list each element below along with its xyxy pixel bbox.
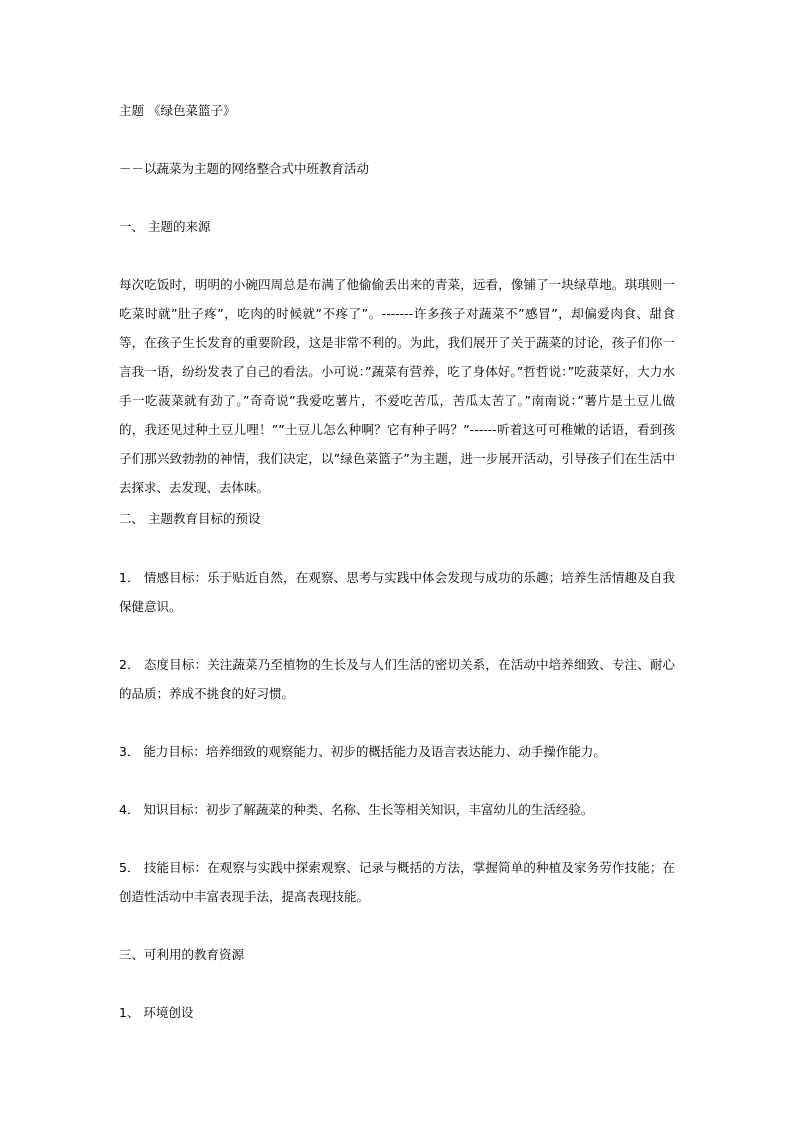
goal-item-attitude: 2． 态度目标：关注蔬菜乃至植物的生长及与人们生活的密切关系，在活动中培养细致、专注、耐心的品质；养成不挑食的好习惯。 — [119, 657, 675, 701]
section-body-source: 每次吃饭时，明明的小碗四周总是布满了他偷偷丢出来的青菜，远看，像铺了一块绿草地。琪琪则一吃菜时就”肚子疼”，吃肉的时候就”不疼了”。-------许多孩子对蔬菜不”感冒”，却偏爱肉食、甜食等，在孩子生长发育的重要阶段，这是非常不利的。为此，我们展开了关于蔬菜的讨论，孩子们你一言我一语，纷纷发表了自己的看法。小可说：”蔬菜有营养，吃了身体好。”哲哲说：”吃菠菜好，大力水手一吃菠菜就有劲了。”奇奇说”我爱吃薯片，不爱吃苦瓜，苦瓜太苦了。”南南说：”薯片是土豆儿做的，我还见过种土豆儿哩！””土豆儿怎么种啊？它有种子吗？”------听着这可可稚嫩的话语，看到孩子们那兴致勃勃的神情，我们决定，以”绿色菜篮子”为主题，进一步展开活动，引导孩子们在生活中去探求、去发现、去体味。 — [119, 277, 675, 495]
goal-item-skill: 5． 技能目标：在观察与实践中探索观察、记录与概括的方法，掌握简单的种植及家务劳作技能；在创造性活动中丰富表现手法，提高表现技能。 — [119, 860, 675, 904]
document-title: 主题 《绿色菜篮子》 — [119, 103, 236, 118]
section-heading-resources: 三、可利用的教育资源 — [119, 947, 245, 962]
document-subtitle: －－以蔬菜为主题的网络整合式中班教育活动 — [119, 161, 370, 176]
section-heading-source: 一、 主题的来源 — [119, 219, 211, 234]
resource-item-environment: 1、 环境创设 — [119, 1005, 194, 1020]
section-heading-goals: 二、 主题教育目标的预设 — [119, 511, 261, 526]
goal-item-ability: 3． 能力目标：培养细致的观察能力、初步的概括能力及语言表达能力、动手操作能力。 — [119, 744, 606, 759]
goal-item-knowledge: 4． 知识目标：初步了解蔬菜的种类、名称、生长等相关知识，丰富幼儿的生活经验。 — [119, 802, 594, 817]
goal-item-emotion: 1． 情感目标：乐于贴近自然，在观察、思考与实践中体会发现与成功的乐趣；培养生活情趣及自我保健意识。 — [119, 570, 675, 614]
